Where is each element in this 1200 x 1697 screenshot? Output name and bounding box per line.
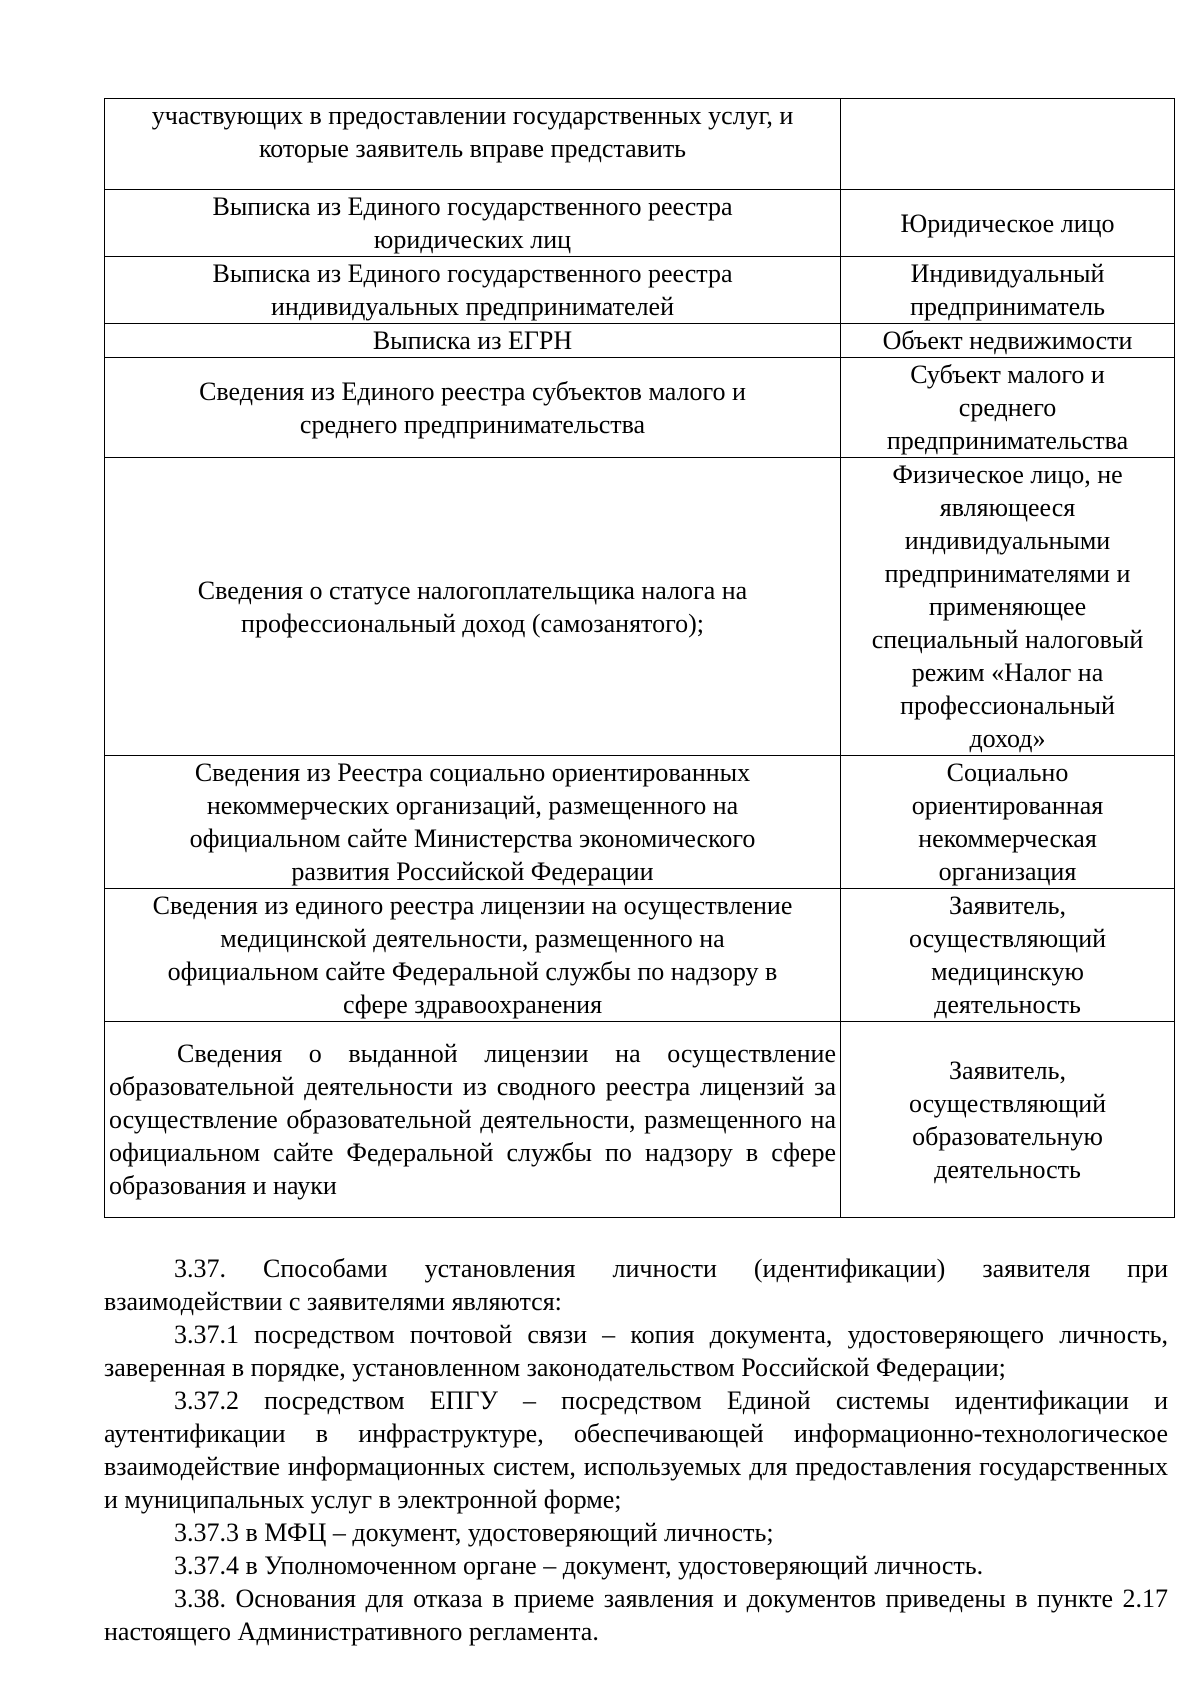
table-row <box>105 257 1175 324</box>
paragraph: 3.37. Способами установления личности (идентификации) заявителя при взаимодействии с заявителями являются: <box>104 1254 1168 1316</box>
table-row <box>105 358 1175 458</box>
table-cell-document: Выписка из Единого государственного реестра индивидуальных предпринимателей <box>105 257 841 324</box>
paragraph: 3.37.4 в Уполномоченном органе – документ, удостоверяющий личность. <box>174 1551 984 1580</box>
paragraph: 3.38. Основания для отказа в приеме заявления и документов приведены в пункте 2.17 настоящего Административного регламента. <box>104 1584 1168 1646</box>
table-row <box>105 889 1175 1022</box>
table-cell-applicant <box>841 99 1175 190</box>
table-cell-document: Сведения о выданной лицензии на осуществление образовательной деятельности из сводного реестра лицензий за осуществление образовательной деятельности, размещенного на официальном сайте Федеральной службы по надзору в сфере образования и науки <box>105 1022 841 1218</box>
table-cell-applicant: Заявитель, осуществляющий медицинскую деятельность <box>841 889 1175 1022</box>
table-cell-document: Сведения из Реестра социально ориентированных некоммерческих организаций, размещенного на официальном сайте Министерства экономического развития Российской Федерации <box>105 756 841 889</box>
table-cell-document: Сведения о статусе налогоплательщика налога на профессиональный доход (самозанятого); <box>105 458 841 756</box>
table-cell-document: Выписка из ЕГРН <box>105 324 841 358</box>
table-row <box>105 99 1175 190</box>
table-row <box>105 756 1175 889</box>
table-cell-applicant: Социально ориентированная некоммерческая организация <box>841 756 1175 889</box>
table-cell-document: участвующих в предоставлении государственных услуг, и которые заявитель вправе представить <box>105 99 841 190</box>
paragraph: 3.37.1 посредством почтовой связи – копия документа, удостоверяющего личность, заверенная в порядке, установленном законодательством Российской Федерации; <box>104 1320 1168 1382</box>
table-row <box>105 1022 1175 1218</box>
table-row <box>105 190 1175 257</box>
paragraph: 3.37.3 в МФЦ – документ, удостоверяющий личность; <box>174 1518 774 1547</box>
table-cell-applicant: Субъект малого и среднего предпринимательства <box>841 358 1175 458</box>
paragraph: 3.37.2 посредством ЕПГУ – посредством Единой системы идентификации и аутентификации в инфраструктуре, обеспечивающей информационно-технологическое взаимодействие информационных систем, используемых для предоставления государственных и муниципальных услуг в электронной форме; <box>104 1386 1168 1514</box>
document-page <box>104 98 1168 1648</box>
table-cell-document: Сведения из единого реестра лицензии на осуществление медицинской деятельности, размещенного на официальном сайте Федеральной службы по надзору в сфере здравоохранения <box>105 889 841 1022</box>
table-cell-applicant: Юридическое лицо <box>841 190 1175 257</box>
table-cell-applicant: Физическое лицо, не являющееся индивидуальными предпринимателями и применяющее специальный налоговый режим «Налог на профессиональный доход» <box>841 458 1175 756</box>
table-cell-applicant: Объект недвижимости <box>841 324 1175 358</box>
table-cell-applicant: Индивидуальный предприниматель <box>841 257 1175 324</box>
table-row <box>105 324 1175 358</box>
table-cell-document: Выписка из Единого государственного реестра юридических лиц <box>105 190 841 257</box>
body-text <box>104 1252 1168 1648</box>
documents-table <box>104 98 1175 1218</box>
table-row <box>105 458 1175 756</box>
table-cell-document: Сведения из Единого реестра субъектов малого и среднего предпринимательства <box>105 358 841 458</box>
table-cell-applicant: Заявитель, осуществляющий образовательную деятельность <box>841 1022 1175 1218</box>
